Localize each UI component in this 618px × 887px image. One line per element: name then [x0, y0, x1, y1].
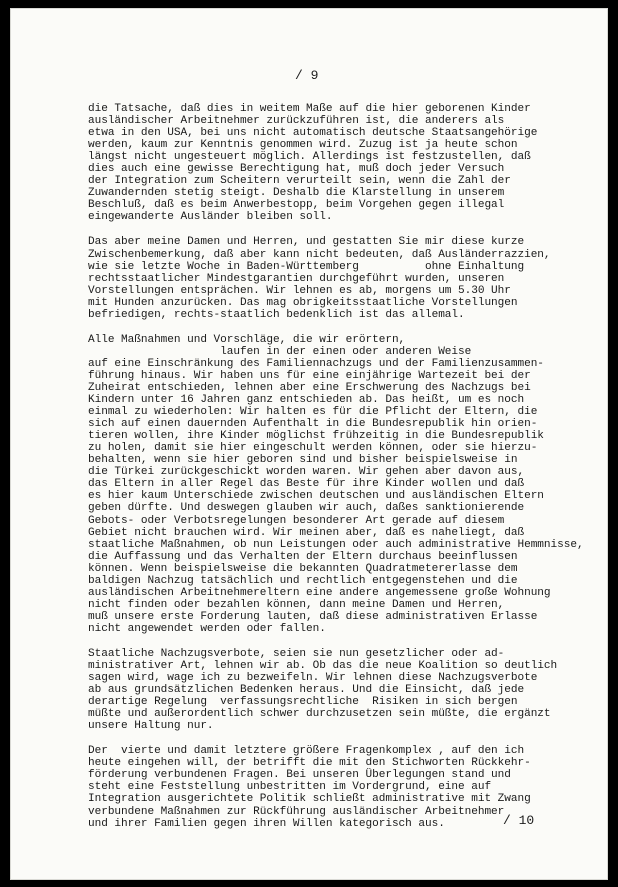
- text-line: müßte und außerordentlich schwer durchzusetzen sein müßte, die ergänzt: [88, 708, 551, 721]
- text-line: längst nicht ungesteuert möglich. Allerdings ist festzustellen, daß: [88, 151, 531, 164]
- text-line: die Türkei zurückgeschickt worden waren. Wir gehen aber davon aus,: [88, 466, 525, 479]
- text-line: Der vierte und damit letztere größere Fragenkomplex , auf den ich: [88, 745, 525, 758]
- text-line: Gebots- oder Verbotsregelungen besonderer Art gerade auf diesem: [88, 514, 505, 527]
- text-line: zu holen, damit sie hier eingeschult werden können, oder sie hierzu-: [88, 442, 538, 455]
- text-line: eingewanderte Ausländer bleiben soll.: [88, 211, 333, 224]
- next-page-marker: / 10: [503, 813, 535, 828]
- text-line: ausländischer Arbeitnehmer zurückzuführen ist, die anderers als: [88, 115, 505, 128]
- text-line: etwa in den USA, bei uns nicht automatisch deutsche Staatsangehörige: [88, 127, 538, 140]
- text-line: verbundene Maßnahmen zur Rückführung ausländischer Arbeitnehmer: [88, 805, 505, 818]
- text-line: Integration ausgerichtete Politik schließt administrative mit Zwang: [88, 793, 531, 806]
- text-line: die Auffassung und das Verhalten der Eltern durchaus beeinflussen: [88, 550, 518, 563]
- text-line: auf eine Einschränkung des Familiennachzugs und der Familienzusammen-: [88, 357, 544, 370]
- text-line: unsere Haltung nur.: [88, 720, 214, 733]
- text-line: derartige Regelung verfassungsrechtliche Risiken in sich bergen: [88, 696, 518, 709]
- paragraph-2: [88, 236, 583, 320]
- text-line: befriedigen, rechts-staatlich bedenklich ist das allemal.: [88, 308, 465, 321]
- text-line: Das aber meine Damen und Herren, und gestatten Sie mir diese kurze: [88, 236, 525, 249]
- text-line: Kindern unter 16 Jahren ganz entschieden ab. Das heißt, um es noch: [88, 394, 525, 407]
- text-line: nicht angewendet werden oder fallen.: [88, 622, 326, 635]
- text-line: dies auch eine gewisse Berechtigung hat, muß doch jeder Versuch: [88, 163, 505, 176]
- text-line: die Tatsache, daß dies in weitem Maße auf die hier geborenen Kinder: [88, 103, 531, 115]
- text-line: Zuwandernden stetig steigt. Deshalb die Klarstellung in unserem: [88, 187, 505, 200]
- text-line: können. Wenn beispielsweise die bekannten Quadratmetererlasse dem: [88, 562, 518, 575]
- text-line: mit Hunden anzurücken. Das mag obrigkeitsstaatliche Vorstellungen: [88, 296, 518, 309]
- text-line: ministrativer Art, lehnen wir ab. Ob das die neue Koalition so deutlich: [88, 660, 558, 673]
- text-line: ausländischen Arbeitnehmereltern eine andere angemessene große Wohnung: [88, 586, 551, 599]
- text-line: geben dürfte. Und deswegen glauben wir auch, daßes sanktionierende: [88, 502, 525, 515]
- text-line: einmal zu wiederholen: Wir halten es für die Pflicht der Eltern, die: [88, 406, 538, 419]
- text-line: Zuheirat entschieden, lehnen aber eine Erschwerung des Nachzugs bei: [88, 381, 531, 394]
- page-number: / 9: [295, 68, 319, 83]
- text-line: wie sie letzte Woche in Baden-Württemberg ohne Einhaltung: [88, 260, 525, 273]
- text-line: sich auf einen dauernden Aufenthalt in die Bundesrepublik hin orien-: [88, 418, 538, 431]
- text-line: förderung verbundenen Fragen. Bei unseren Überlegungen stand und: [88, 769, 511, 782]
- text-line: führung hinaus. Wir haben uns für eine einjährige Wartezeit bei der: [88, 369, 531, 382]
- text-line: und ihrer Familien gegen ihren Willen kategorisch aus.: [88, 817, 445, 830]
- text-line: Alle Maßnahmen und Vorschläge, die wir erörtern,: [88, 333, 406, 346]
- text-line: Vorstellungen entsprächen. Wir lehnen es ab, morgens um 5.30 Uhr: [88, 284, 511, 297]
- text-line: rechtsstaatlicher Mindestgarantien durchgeführt wurden, unseren: [88, 272, 505, 285]
- text-line: steht eine Feststellung unbestritten im Vordergrund, eine auf: [88, 781, 492, 794]
- text-line: nicht finden oder bezahlen können, dann meine Damen und Herren,: [88, 598, 505, 611]
- text-line: Gebiet nicht brauchen wird. Wir meinen aber, daß es naheliegt, daß: [88, 526, 525, 539]
- text-line: es hier kaum Unterschiede zwischen deutschen und ausländischen Eltern: [88, 490, 544, 503]
- document-body: [88, 103, 583, 843]
- text-line: heute eingehen will, der betrifft die mit den Stichworten Rückkehr-: [88, 757, 531, 770]
- text-line: behalten, wenn sie hier geboren sind und bisher beispielsweise in: [88, 454, 518, 467]
- text-line: sagen wird, wage ich zu bezweifeln. Wir lehnen diese Nachzugsverbote: [88, 672, 538, 685]
- text-line: staatliche Maßnahmen, ob nun Leistungen oder auch administrative Hemmnisse,: [88, 538, 584, 551]
- paragraph-4: [88, 648, 583, 732]
- text-line: tieren wollen, ihre Kinder möglichst frühzeitig in die Bundesrepublik: [88, 430, 544, 443]
- text-line: Staatliche Nachzugsverbote, seien sie nun gesetzlicher oder ad-: [88, 647, 505, 660]
- text-line: muß unsere erste Forderung lauten, daß diese administrativen Erlasse: [88, 610, 538, 623]
- text-line: das Eltern in aller Regel das Beste für ihre Kinder wollen und daß: [88, 478, 525, 491]
- text-line: Zwischenbemerkung, daß aber kann nicht bedeuten, daß Ausländerrazzien,: [88, 248, 551, 261]
- paragraph-3: [88, 334, 583, 635]
- text-line: baldigen Nachzug tatsächlich und rechtlich entgegenstehen und die: [88, 574, 518, 587]
- text-line: Beschluß, daß es beim Anwerbestopp, beim Vorgehen gegen illegal: [88, 199, 505, 212]
- paragraph-1: [88, 103, 583, 223]
- text-line: laufen in der einen oder anderen Weise: [88, 345, 472, 358]
- text-line: werden, kaum zur Kenntnis genommen wird. Zuzug ist ja heute schon: [88, 139, 518, 152]
- text-line: der Integration zum Scheitern verurteilt sein, wenn die Zahl der: [88, 175, 511, 188]
- text-line: ab aus grundsätzlichen Bedenken heraus. Und die Einsicht, daß jede: [88, 684, 525, 697]
- document-page: [10, 8, 608, 880]
